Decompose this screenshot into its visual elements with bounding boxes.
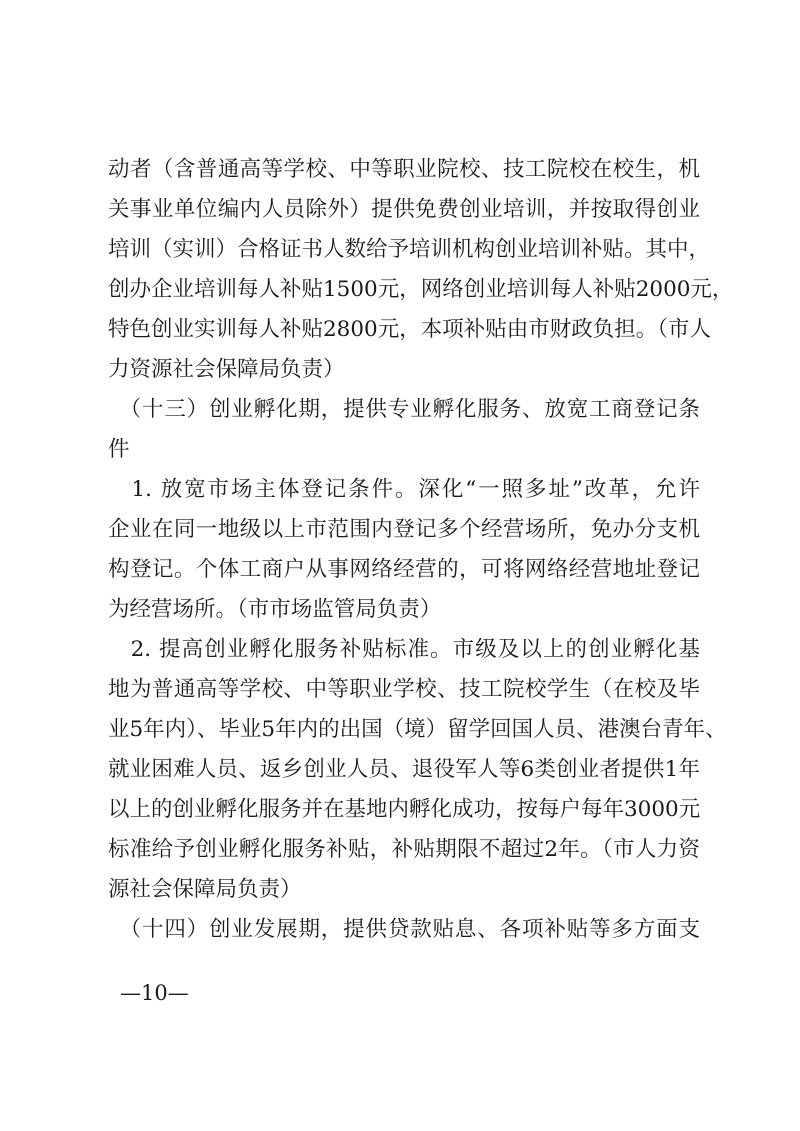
text-line: 培训（实训）合格证书人数给予培训机构创业培训补贴。其中， — [108, 237, 711, 262]
text-line: 为经营场所。（市市场监管局负责） — [108, 597, 442, 622]
text-line: （十四）创业发展期，提供贷款贴息、各项补贴等多方面支 — [108, 917, 700, 942]
text-line: 标准给予创业孵化服务补贴，补贴期限不超过2年。（市人力资 — [108, 837, 700, 862]
text-line: 创办企业培训每人补贴1500元，网络创业培训每人补贴2000元， — [108, 277, 734, 302]
text-line: 关事业单位编内人员除外）提供免费创业培训，并按取得创业 — [108, 197, 700, 222]
text-line: 2. 提高创业孵化服务补贴标准。市级及以上的创业孵化基 — [108, 637, 700, 662]
text-line: 构登记。个体工商户从事网络经营的，可将网络经营地址登记 — [108, 557, 700, 582]
text-line: 件 — [108, 437, 130, 462]
text-line: 动者（含普通高等学校、中等职业院校、技工院校在校生，机 — [108, 157, 700, 182]
body-text — [108, 150, 734, 950]
text-line: 业5年内）、毕业5年内的出国（境）留学回国人员、港澳台青年、 — [108, 717, 727, 742]
text-line: 源社会保障局负责） — [108, 877, 302, 902]
text-line: 特色创业实训每人补贴2800元，本项补贴由市财政负担。（市人 — [108, 317, 711, 342]
text-line: 以上的创业孵化服务并在基地内孵化成功，按每户每年3000元 — [108, 797, 701, 822]
text-line: 地为普通高等学校、中等职业学校、技工院校学生（在校及毕 — [108, 677, 700, 702]
text-line: 力资源社会保障局负责） — [108, 357, 345, 382]
text-line: 就业困难人员、返乡创业人员、退役军人等6类创业者提供1年 — [108, 757, 700, 782]
text-line: 企业在同一地级以上市范围内登记多个经营场所，免办分支机 — [108, 517, 700, 542]
page-number: —10— — [120, 981, 189, 1005]
text-line: （十三）创业孵化期，提供专业孵化服务、放宽工商登记条 — [108, 397, 700, 422]
text-line: 1. 放宽市场主体登记条件。深化“一照多址”改革，允许 — [108, 477, 700, 502]
